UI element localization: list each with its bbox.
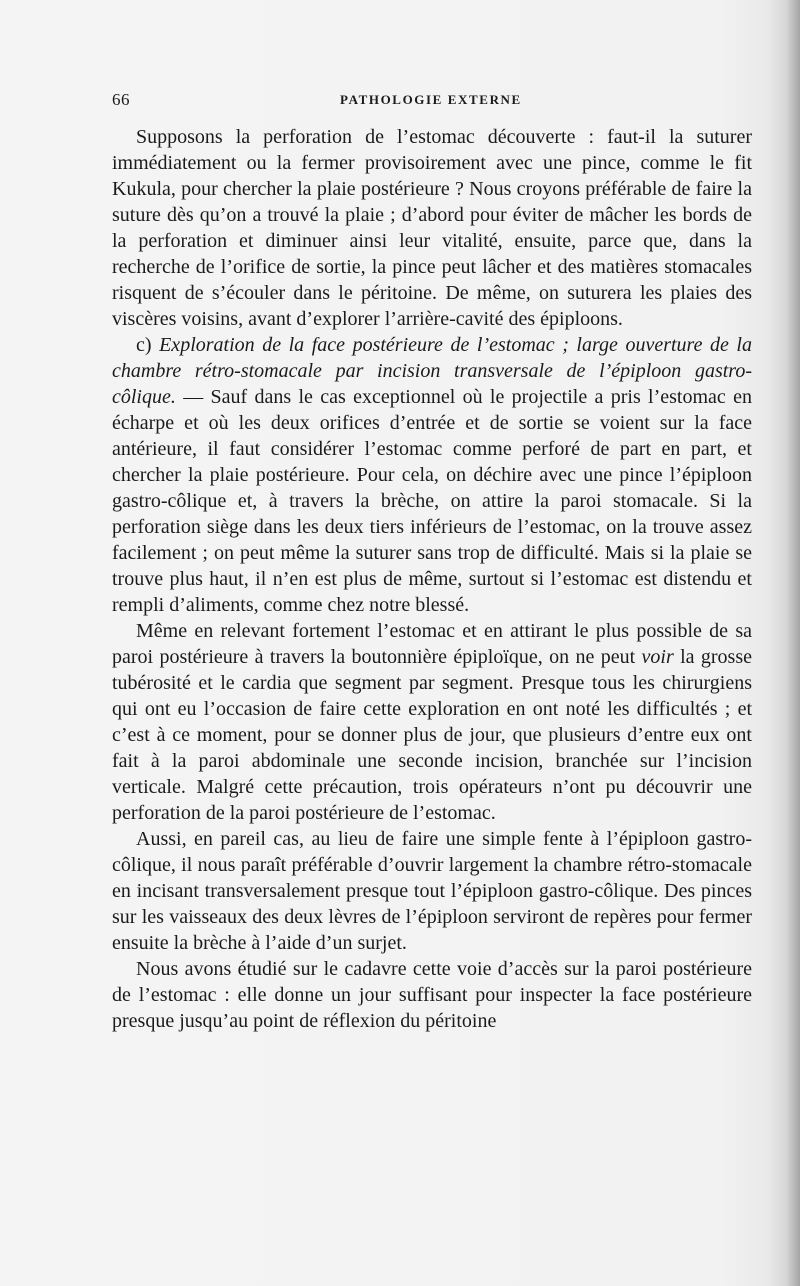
page-body-text	[112, 124, 752, 1034]
section-heading: Exploration de la face postérieure de l’estomac ; large ouverture de la chambre rétro-stomacale par incision transversale de l’épiploon gastro-côlique.	[112, 334, 752, 408]
paragraph-5: Nous avons étudié sur le cadavre cette voie d’accès sur la paroi postérieure de l’estomac : elle donne un jour suffisant pour inspecter la face postérieure presque jusqu’au point de réflexion du péritoine	[112, 958, 752, 1032]
section-letter: c)	[136, 334, 160, 356]
emphasis-word: voir	[641, 646, 674, 668]
page-number: 66	[112, 90, 130, 109]
paragraph-3	[112, 618, 752, 826]
running-title: PATHOLOGIE EXTERNE	[340, 92, 522, 107]
paragraph-3-text-b: la grosse tubérosité et le cardia que segment par segment. Presque tous les chirurgiens qui ont eu l’occasion de faire cette exploration en ont noté les difficultés ; et c’est à ce moment, pour se donner plus de jour, que plusieurs d’entre eux ont fait à la paroi abdominale une seconde incision, branchée sur l’incision verticale. Malgré cette précaution, trois opérateurs n’ont pu découvrir une perforation de la paroi postérieure de l’estomac.	[112, 646, 752, 824]
paragraph-2-text: — Sauf dans le cas exceptionnel où le projectile a pris l’estomac en écharpe et où les deux orifices d’entrée et de sortie se voient sur la face antérieure, il faut considérer l’estomac comme perforé de part en part, et chercher la plaie postérieure. Pour cela, on déchire avec une pince l’épiploon gastro-côlique et, à travers la brèche, on attire la paroi stomacale. Si la perforation siège dans les deux tiers inférieurs de l’estomac, on la trouve assez facilement ; on peut même la suturer sans trop de difficulté. Mais si la plaie se trouve plus haut, il n’en est plus de même, surtout si l’estomac est distendu et rempli d’aliments, comme chez notre blessé.	[112, 386, 752, 616]
paragraph-2	[112, 332, 752, 618]
paragraph-4: Aussi, en pareil cas, au lieu de faire une simple fente à l’épiploon gastro-côlique, il nous paraît préférable d’ouvrir largement la chambre rétro-stomacale en incisant transversalement presque tout l’épiploon gastro-côlique. Des pinces sur les vaisseaux des deux lèvres de l’épiploon serviront de repères pour fermer ensuite la brèche à l’aide d’un surjet.	[112, 828, 752, 954]
paragraph-3-text-a: Même en relevant fortement l’estomac et en attirant le plus possible de sa paroi postérieure à travers la boutonnière épiploïque, on ne peut	[112, 620, 752, 668]
running-head	[112, 90, 752, 112]
page-edge-shadow	[786, 0, 800, 1286]
paragraph-1: Supposons la perforation de l’estomac découverte : faut-il la suturer immédiatement ou la fermer provisoirement avec une pince, comme le fit Kukula, pour chercher la plaie postérieure ? Nous croyons préférable de faire la suture dès qu’on a trouvé la plaie ; d’abord pour éviter de mâcher les bords de la perforation et diminuer ainsi leur vitalité, ensuite, parce que, dans la recherche de l’orifice de sortie, la pince peut lâcher et des matières stomacales risquent de s’écouler dans le péritoine. De même, on suturera les plaies des viscères voisins, avant d’explorer l’arrière-cavité des épiploons.	[112, 126, 752, 330]
